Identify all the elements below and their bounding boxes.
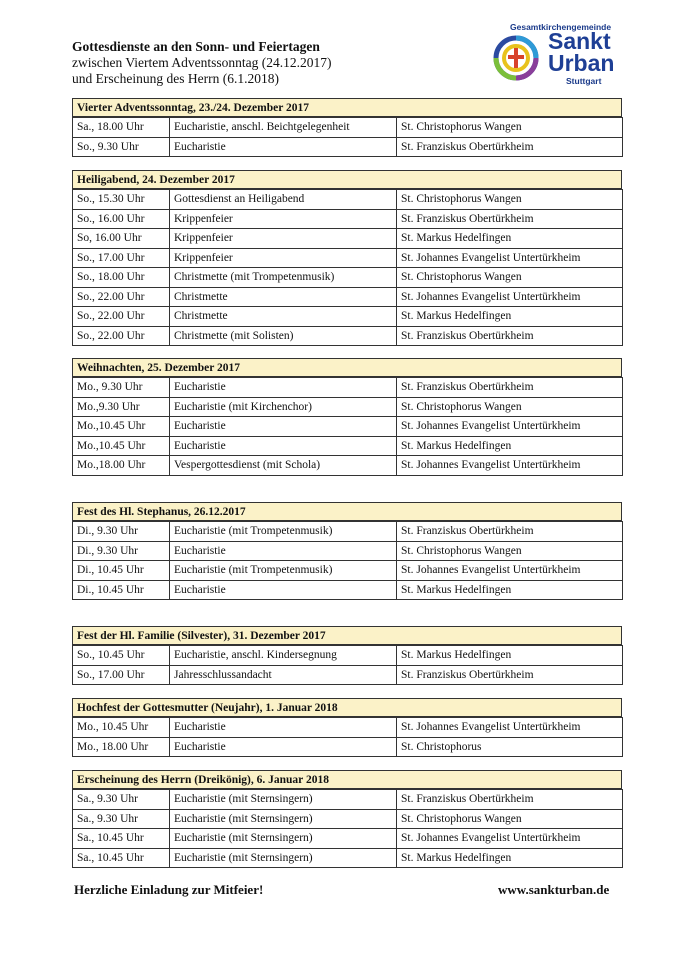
- service-time: So., 10.45 Uhr: [73, 646, 170, 666]
- service-type: Krippenfeier: [170, 229, 397, 249]
- service-location: St. Markus Hedelfingen: [397, 646, 623, 666]
- service-time: Mo.,9.30 Uhr: [73, 397, 170, 417]
- service-location: St. Christophorus Wangen: [397, 809, 623, 829]
- service-location: St. Franziskus Obertürkheim: [397, 209, 623, 229]
- table-row: [73, 665, 623, 685]
- schedule-section: [72, 626, 622, 685]
- table-row: [73, 326, 623, 346]
- service-time: So., 22.00 Uhr: [73, 307, 170, 327]
- service-location: St. Johannes Evangelist Untertürkheim: [397, 718, 623, 738]
- logo-ring-icon: [492, 34, 540, 82]
- table-row: [73, 809, 623, 829]
- service-type: Eucharistie: [170, 718, 397, 738]
- table-row: [73, 522, 623, 542]
- logo-name-sankt: Sankt: [548, 28, 611, 54]
- service-type: Jahresschlussandacht: [170, 665, 397, 685]
- service-type: Vespergottesdienst (mit Schola): [170, 456, 397, 476]
- service-time: So., 17.00 Uhr: [73, 248, 170, 268]
- table-row: [73, 829, 623, 849]
- service-time: So., 17.00 Uhr: [73, 665, 170, 685]
- service-time: Mo.,10.45 Uhr: [73, 417, 170, 437]
- section-heading: Hochfest der Gottesmutter (Neujahr), 1. Januar 2018: [72, 698, 622, 717]
- service-type: Christmette (mit Trompetenmusik): [170, 268, 397, 288]
- section-table: [72, 717, 623, 757]
- service-time: Sa., 10.45 Uhr: [73, 829, 170, 849]
- service-time: Sa., 9.30 Uhr: [73, 790, 170, 810]
- section-table: [72, 377, 623, 476]
- service-type: Eucharistie (mit Sternsingern): [170, 790, 397, 810]
- service-time: Sa., 10.45 Uhr: [73, 848, 170, 868]
- service-time: So., 15.30 Uhr: [73, 190, 170, 210]
- table-row: [73, 307, 623, 327]
- service-location: St. Christophorus Wangen: [397, 397, 623, 417]
- table-row: [73, 287, 623, 307]
- table-row: [73, 456, 623, 476]
- service-location: St. Markus Hedelfingen: [397, 229, 623, 249]
- service-type: Eucharistie (mit Kirchenchor): [170, 397, 397, 417]
- service-time: So., 18.00 Uhr: [73, 268, 170, 288]
- service-type: Eucharistie: [170, 580, 397, 600]
- service-type: Eucharistie (mit Sternsingern): [170, 848, 397, 868]
- section-table: [72, 189, 623, 346]
- service-type: Eucharistie (mit Trompetenmusik): [170, 561, 397, 581]
- service-type: Christmette: [170, 307, 397, 327]
- table-row: [73, 248, 623, 268]
- section-table: [72, 789, 623, 868]
- service-location: St. Markus Hedelfingen: [397, 580, 623, 600]
- table-row: [73, 229, 623, 249]
- section-heading: Fest der Hl. Familie (Silvester), 31. Dezember 2017: [72, 626, 622, 645]
- page-subtitle-line-2: und Erscheinung des Herrn (6.1.2018): [72, 71, 279, 86]
- service-type: Christmette: [170, 287, 397, 307]
- service-time: Mo.,18.00 Uhr: [73, 456, 170, 476]
- service-time: Sa., 9.30 Uhr: [73, 809, 170, 829]
- table-row: [73, 790, 623, 810]
- section-heading: Fest des Hl. Stephanus, 26.12.2017: [72, 502, 622, 521]
- schedule-section: [72, 358, 622, 476]
- service-location: St. Christophorus Wangen: [397, 118, 623, 138]
- section-table: [72, 645, 623, 685]
- service-location: St. Markus Hedelfingen: [397, 848, 623, 868]
- section-heading: Erscheinung des Herrn (Dreikönig), 6. Januar 2018: [72, 770, 622, 789]
- footer-invitation: Herzliche Einladung zur Mitfeier!: [74, 882, 264, 897]
- service-time: Sa., 18.00 Uhr: [73, 118, 170, 138]
- service-time: Mo.,10.45 Uhr: [73, 436, 170, 456]
- service-location: St. Christophorus Wangen: [397, 541, 623, 561]
- section-heading: Weihnachten, 25. Dezember 2017: [72, 358, 622, 377]
- schedule-section: [72, 502, 622, 600]
- service-location: St. Franziskus Obertürkheim: [397, 522, 623, 542]
- service-location: St. Franziskus Obertürkheim: [397, 137, 623, 157]
- service-time: Mo., 10.45 Uhr: [73, 718, 170, 738]
- service-time: Di., 10.45 Uhr: [73, 580, 170, 600]
- service-time: Di., 9.30 Uhr: [73, 522, 170, 542]
- schedule-section: [72, 98, 622, 157]
- logo-organization-label: Gesamtkirchengemeinde: [510, 22, 612, 32]
- service-type: Eucharistie: [170, 737, 397, 757]
- service-type: Eucharistie (mit Sternsingern): [170, 829, 397, 849]
- table-row: [73, 118, 623, 138]
- table-row: [73, 737, 623, 757]
- service-type: Eucharistie (mit Trompetenmusik): [170, 522, 397, 542]
- table-row: [73, 268, 623, 288]
- document-header: [72, 38, 492, 87]
- service-type: Krippenfeier: [170, 209, 397, 229]
- schedule-section: [72, 770, 622, 868]
- section-table: [72, 117, 623, 157]
- service-location: St. Christophorus Wangen: [397, 268, 623, 288]
- table-row: [73, 436, 623, 456]
- table-row: [73, 378, 623, 398]
- service-type: Eucharistie: [170, 417, 397, 437]
- service-location: St. Franziskus Obertürkheim: [397, 665, 623, 685]
- service-type: Krippenfeier: [170, 248, 397, 268]
- service-location: St. Johannes Evangelist Untertürkheim: [397, 248, 623, 268]
- service-type: Eucharistie: [170, 541, 397, 561]
- service-type: Eucharistie: [170, 436, 397, 456]
- logo-city: Stuttgart: [566, 76, 602, 86]
- service-location: St. Johannes Evangelist Untertürkheim: [397, 829, 623, 849]
- table-row: [73, 397, 623, 417]
- service-time: So, 16.00 Uhr: [73, 229, 170, 249]
- page-title: Gottesdienste an den Sonn- und Feiertagen: [72, 39, 320, 54]
- page-subtitle-line-1: zwischen Viertem Adventssonntag (24.12.2017): [72, 55, 332, 70]
- schedule-section: [72, 170, 622, 346]
- service-location: St. Markus Hedelfingen: [397, 436, 623, 456]
- table-row: [73, 417, 623, 437]
- table-row: [73, 209, 623, 229]
- section-table: [72, 521, 623, 600]
- service-location: St. Johannes Evangelist Untertürkheim: [397, 561, 623, 581]
- table-row: [73, 190, 623, 210]
- service-location: St. Johannes Evangelist Untertürkheim: [397, 287, 623, 307]
- service-type: Eucharistie: [170, 137, 397, 157]
- service-time: Mo., 9.30 Uhr: [73, 378, 170, 398]
- service-location: St. Franziskus Obertürkheim: [397, 378, 623, 398]
- table-row: [73, 561, 623, 581]
- section-heading: Vierter Adventssonntag, 23./24. Dezember 2017: [72, 98, 622, 117]
- service-location: St. Christophorus Wangen: [397, 190, 623, 210]
- service-location: St. Johannes Evangelist Untertürkheim: [397, 456, 623, 476]
- service-location: St. Franziskus Obertürkheim: [397, 790, 623, 810]
- table-row: [73, 848, 623, 868]
- table-row: [73, 718, 623, 738]
- service-type: Gottesdienst an Heiligabend: [170, 190, 397, 210]
- service-type: Eucharistie, anschl. Beichtgelegenheit: [170, 118, 397, 138]
- parish-logo: [492, 22, 632, 84]
- schedule-section: [72, 698, 622, 757]
- service-location: St. Franziskus Obertürkheim: [397, 326, 623, 346]
- service-type: Eucharistie (mit Sternsingern): [170, 809, 397, 829]
- service-location: St. Christophorus: [397, 737, 623, 757]
- table-row: [73, 646, 623, 666]
- service-time: Di., 9.30 Uhr: [73, 541, 170, 561]
- service-type: Christmette (mit Solisten): [170, 326, 397, 346]
- table-row: [73, 137, 623, 157]
- service-location: St. Markus Hedelfingen: [397, 307, 623, 327]
- service-time: So., 16.00 Uhr: [73, 209, 170, 229]
- service-time: So., 22.00 Uhr: [73, 326, 170, 346]
- table-row: [73, 580, 623, 600]
- service-time: Di., 10.45 Uhr: [73, 561, 170, 581]
- footer-website: www.sankturban.de: [498, 882, 610, 897]
- service-type: Eucharistie: [170, 378, 397, 398]
- service-time: Mo., 18.00 Uhr: [73, 737, 170, 757]
- logo-name-urban: Urban: [548, 50, 615, 76]
- section-heading: Heiligabend, 24. Dezember 2017: [72, 170, 622, 189]
- service-time: So., 9.30 Uhr: [73, 137, 170, 157]
- service-type: Eucharistie, anschl. Kindersegnung: [170, 646, 397, 666]
- service-time: So., 22.00 Uhr: [73, 287, 170, 307]
- table-row: [73, 541, 623, 561]
- service-location: St. Johannes Evangelist Untertürkheim: [397, 417, 623, 437]
